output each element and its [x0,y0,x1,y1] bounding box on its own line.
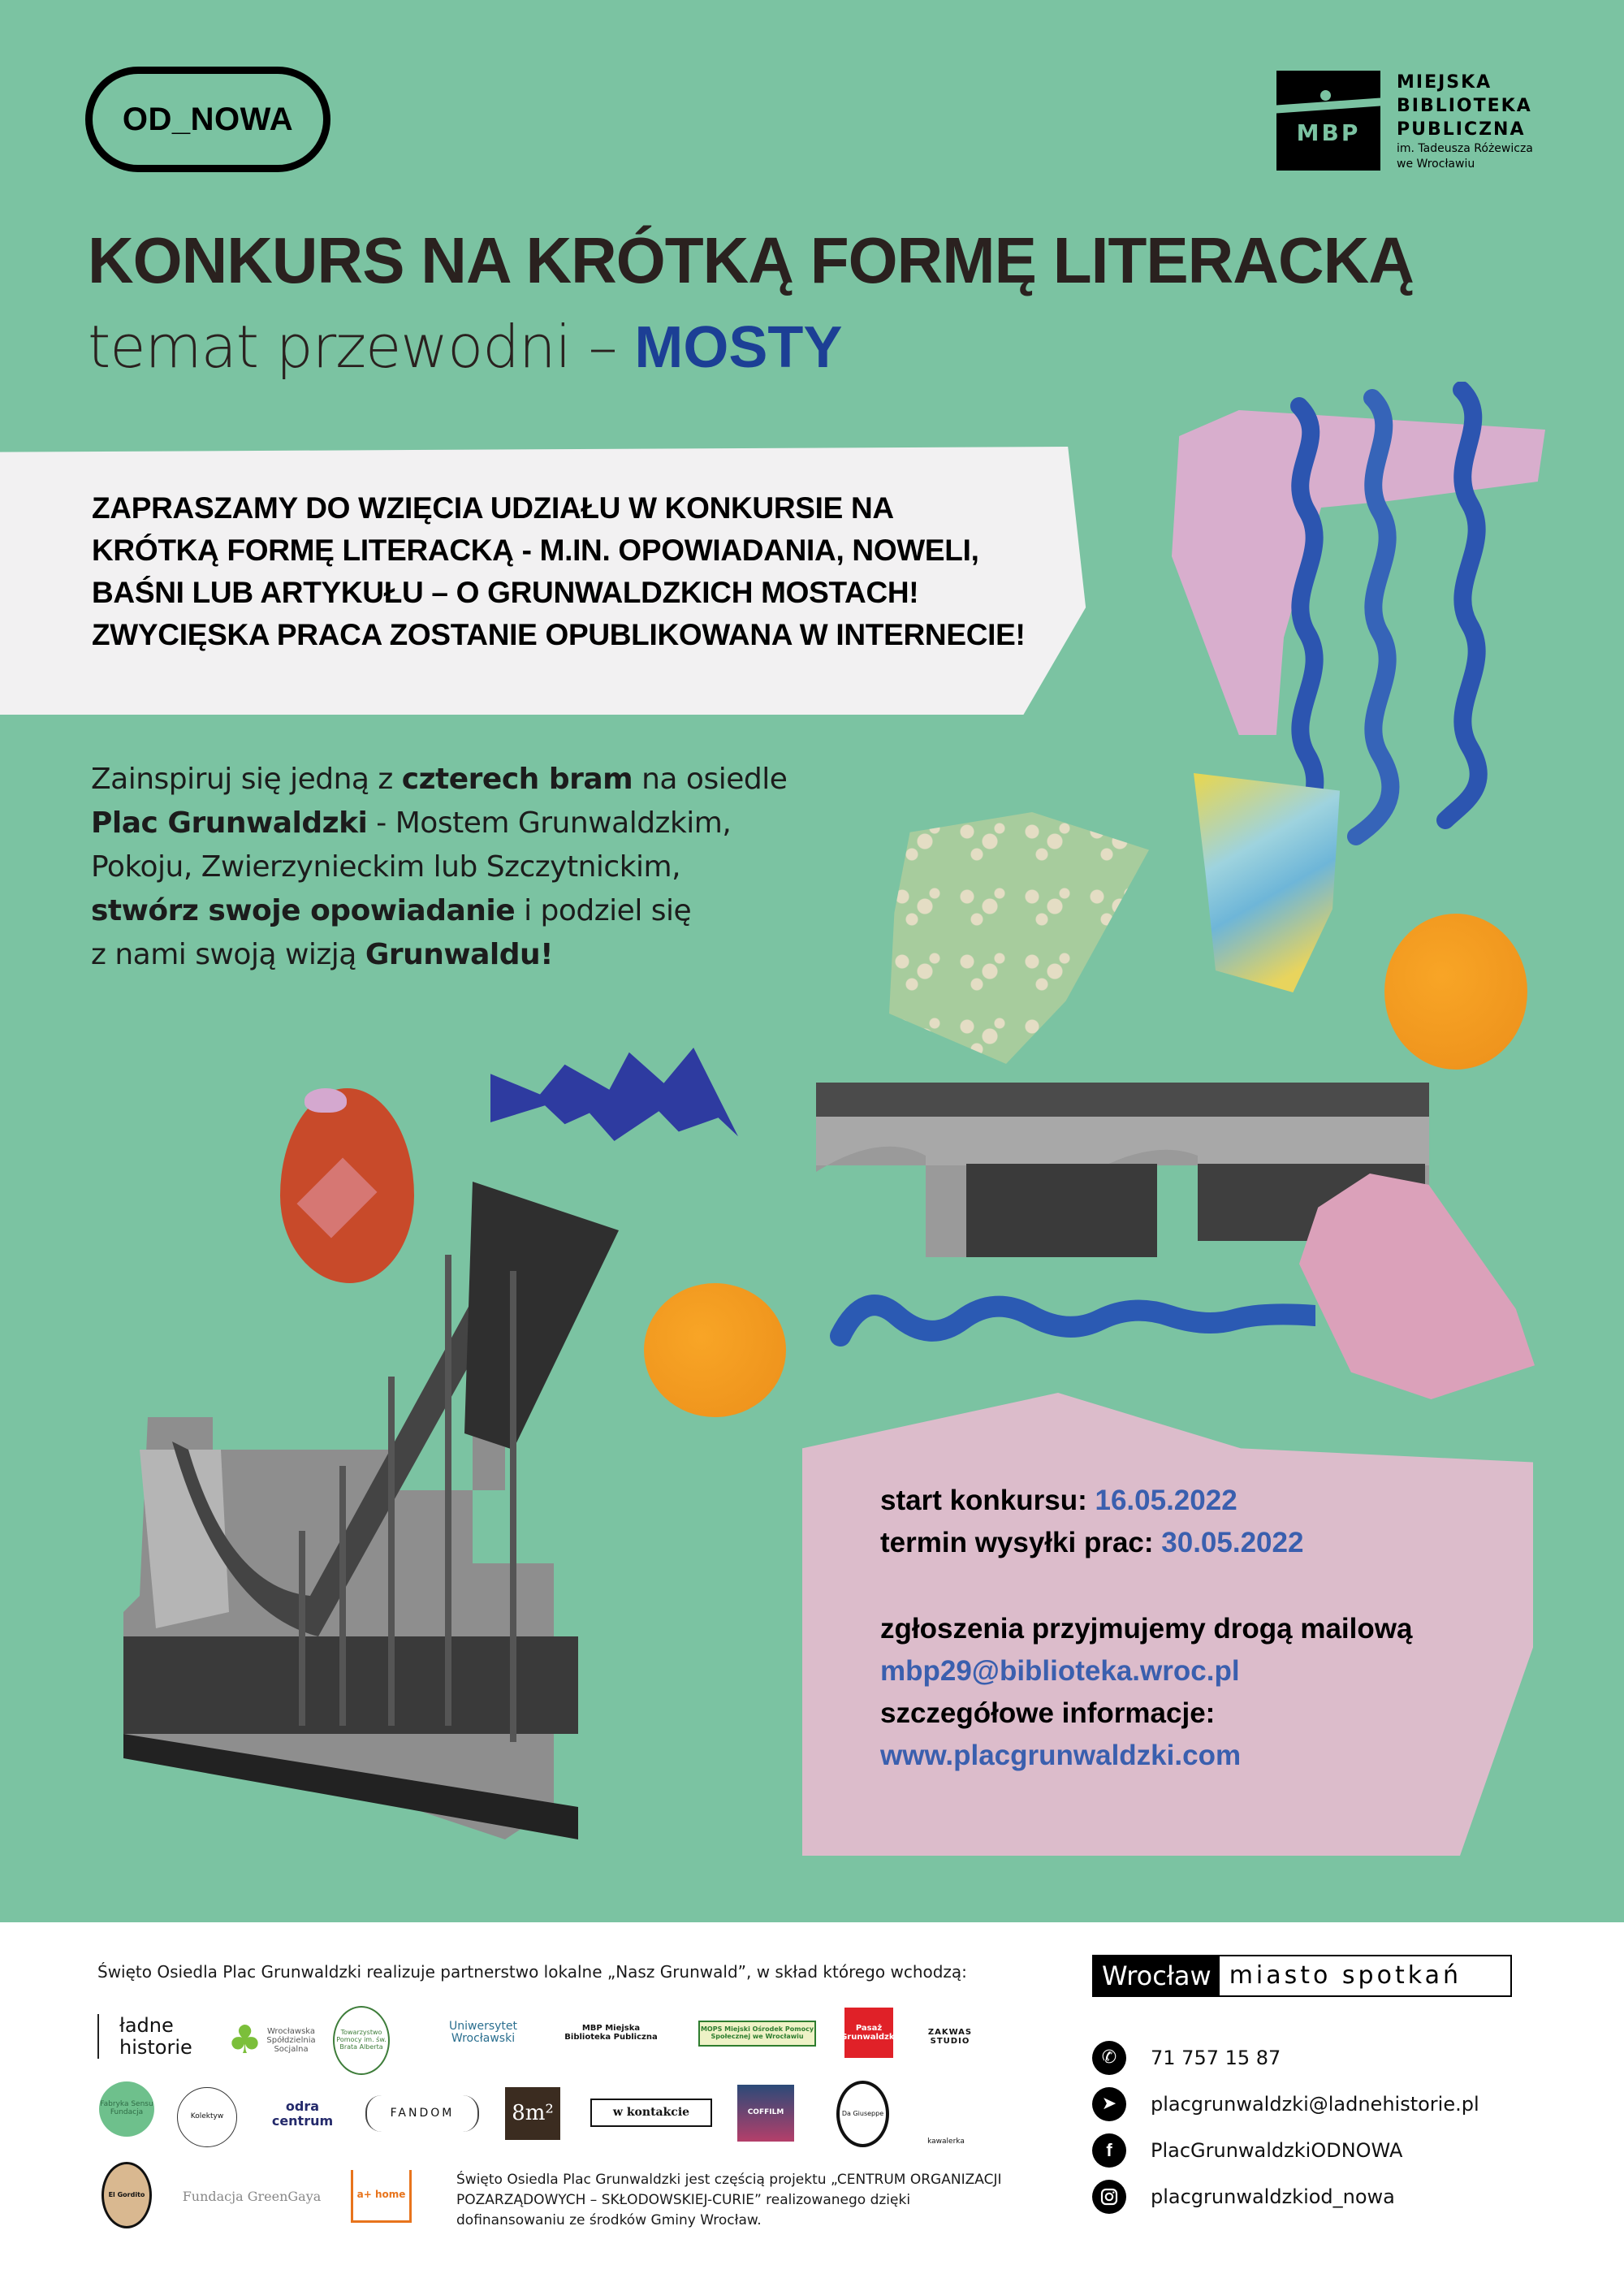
library-city: we Wrocławiu [1397,158,1475,171]
contact-facebook[interactable]: f PlacGrunwaldzkiODNOWA [1092,2127,1479,2173]
partner-logo-kolektyw: Kolektyw [177,2087,237,2147]
description-paragraph: Zainspiruj się jedną z czterech bram na osiedle Plac Grunwaldzki - Mostem Grunwaldzkim, Pokoju, Zwierzynieckim lub Szczytnickim, stwórz swoje opowiadanie i podziel się z nami swoją wizją Grunwaldu! [91,763,788,971]
partner-logo-a-home: a+ home [351,2170,412,2223]
partner-logo-greengaya: Fundacja GreenGaya [182,2189,322,2205]
partner-logo-mops: MOPS Miejski Ośrodek Pomocy Społecznej we Wrocławiu [698,2021,816,2047]
library-name-line: BIBLIOTEKA [1397,96,1532,116]
partner-logo-zakwas: ZAKWAS STUDIO [927,2027,973,2046]
blue-wave-decoration [828,1283,1315,1356]
contact-email[interactable]: ➤ placgrunwaldzki@ladnehistorie.pl [1092,2081,1479,2127]
deadline-row: termin wysyłki prac: 30.05.2022 [880,1527,1304,1558]
deadline-date: 30.05.2022 [1161,1527,1304,1558]
info-text [880,1480,1412,1777]
library-name-line: PUBLICZNA [1397,119,1526,140]
pink-paper-shape [1299,1174,1535,1399]
library-logo [1276,71,1533,172]
facebook-icon: f [1092,2133,1126,2168]
partner-logo-kawalerka: kawalerka [927,2138,965,2146]
website-link[interactable]: www.placgrunwaldzki.com [880,1740,1242,1771]
project-note: Święto Osiedla Plac Grunwaldzki jest częścią projektu „CENTRUM ORGANIZACJI POZARZĄDOWYCH – SKŁODOWSKIEJ-CURIE” realizowanego dzięki dofinansowaniu ze środków Gminy Wrocław. [456,2172,1002,2228]
theme-accent: MOSTY [634,315,843,380]
partner-logo-pasaz: Pasaż Grunwaldzki [844,2008,893,2058]
wroclaw-city-brand: Wrocław miasto spotkań [1092,1955,1512,1997]
od-nowa-label: OD_NOWA [122,101,294,137]
partner-logo-w-kontakcie: w kontakcie [590,2099,712,2127]
contact-instagram[interactable]: placgrunwaldzkiod_nowa [1092,2173,1479,2220]
partner-logo-8m2: 8m² [505,2087,560,2140]
library-patron: im. Tadeusza Różewicza [1397,142,1533,155]
partner-logo-ladne-historie: ładne historie [97,2014,203,2059]
library-name-line: MIEJSKA [1397,72,1492,93]
intro-text: ZAPRASZAMY DO WZIĘCIA UDZIAŁU W KONKURSIE NA KRÓTKĄ FORMĘ LITERACKĄ - M.IN. OPOWIADANIA, NOWELI, BAŚNI LUB ARTYKUŁU – O GRUNWALDZKICH MOSTACH! ZWYCIĘSKA PRACA ZOSTANIE OPUBLIKOWANA W INTERNECIE! [92,491,1026,651]
contact-phone[interactable]: ✆ 71 757 15 87 [1092,2034,1479,2081]
send-icon: ➤ [1092,2087,1126,2121]
details-label: szczegółowe informacje: [880,1697,1216,1729]
partner-logo-el-gordito: El Gordito [102,2162,152,2228]
page-title: KONKURS NA KRÓTKĄ FORMĘ LITERACKĄ [88,224,1414,296]
partner-logo-uwr: Uniwersytet Wrocławski [449,2019,517,2045]
od-nowa-badge [85,67,330,172]
partner-logo-fabryka-sensu: Fabryka Sensu Fundacja [99,2081,154,2137]
submission-label: zgłoszenia przyjmujemy drogą mailową [880,1613,1413,1645]
instagram-icon [1092,2180,1126,2214]
partner-logo-brat-albert: Towarzystwo Pomocy im. św. Brata Alberta [333,2006,390,2075]
marbled-paper-shape [1194,773,1340,992]
partner-logo-da-giuseppe: Da Giuseppe [836,2081,889,2147]
contact-list [1092,2034,1479,2220]
phone-icon: ✆ [1092,2041,1126,2075]
suspension-bridge-photo [123,1109,643,1839]
page-subtitle: temat przewodni – MOSTY [88,313,843,381]
mbp-mark-icon: MBP [1276,71,1380,171]
green-paper-shape [889,812,1149,1064]
start-date-row: start konkursu: 16.05.2022 [880,1485,1237,1516]
submission-email-link[interactable]: mbp29@biblioteka.wroc.pl [880,1655,1240,1687]
orange-circle-shape [1384,914,1527,1070]
partner-logo-fandom: FANDOM [365,2095,479,2132]
partner-logo-odra: odra centrum [271,2099,334,2129]
partner-logo-mbp: MBP Miejska Biblioteka Publiczna [564,2024,658,2042]
orange-circle-shape [644,1283,786,1417]
start-date: 16.05.2022 [1095,1485,1237,1516]
partner-logo-clover: ♣ Wrocławska Spółdzielnia Socjalna [227,2017,316,2064]
partners-intro: Święto Osiedla Plac Grunwaldzki realizuje partnerstwo lokalne „Nasz Grunwald”, w skład którego wchodzą: [97,1962,967,1982]
partner-logo-coffilm: COFFILM [737,2085,794,2142]
